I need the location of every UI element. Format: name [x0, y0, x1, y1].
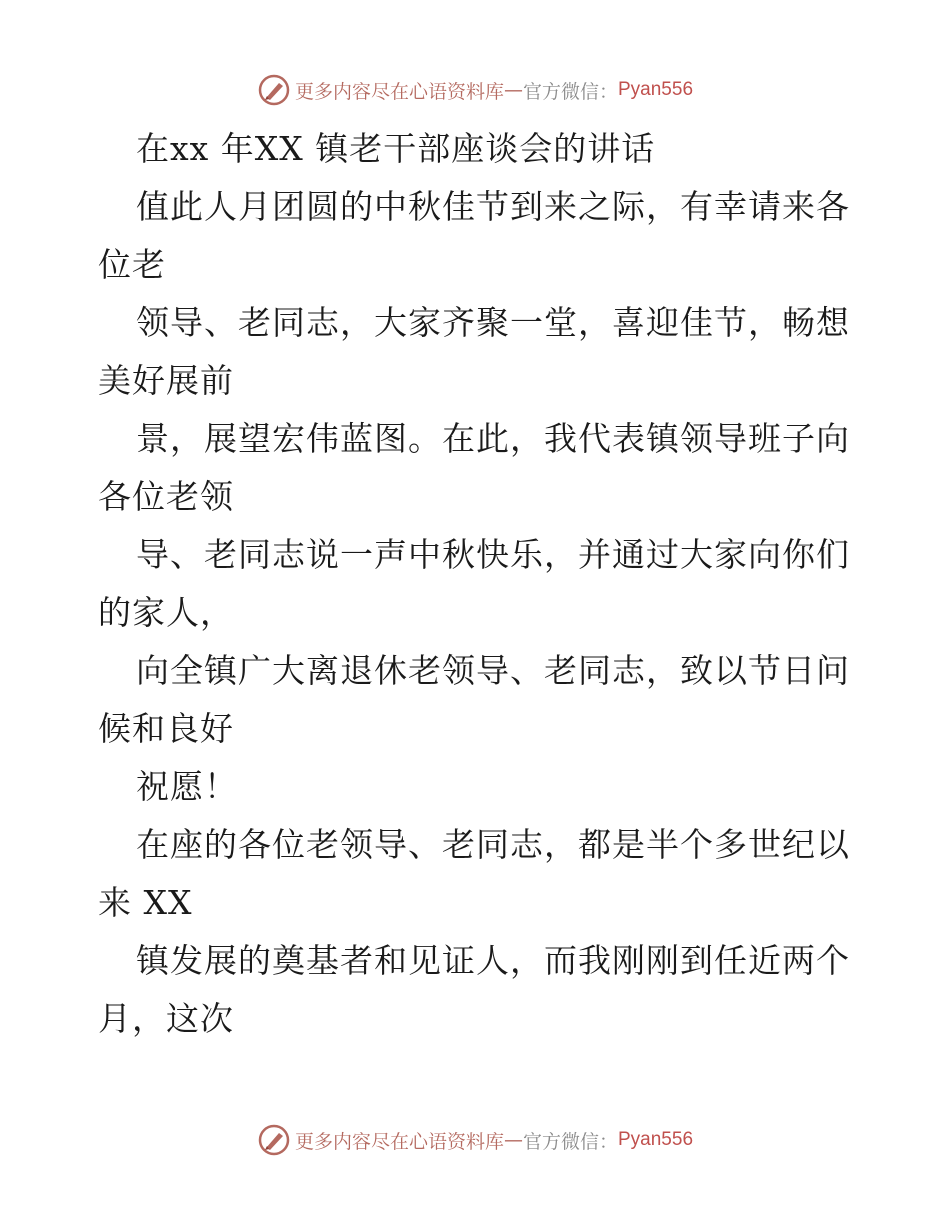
watermark-header [0, 70, 950, 110]
watermark-brand-text: 更多内容尽在心语资料库 [294, 80, 504, 103]
paragraph-line: 的家人， [98, 593, 234, 632]
paragraph-line: 在座的各位老领导、老同志，都是半个多世纪以 [136, 825, 850, 864]
paragraph-line: 向全镇广大离退休老领导、老同志，致以节日问 [136, 651, 850, 690]
pen-logo-icon [257, 73, 291, 107]
pen-logo-icon [257, 1123, 291, 1157]
watermark-dash: — [503, 79, 523, 101]
watermark-dash: — [503, 1129, 523, 1151]
paragraph-line: 月，这次 [98, 999, 234, 1038]
paragraph-line: 位老 [98, 245, 166, 284]
paragraph-line: 导、老同志说一声中秋快乐，并通过大家向你们 [136, 535, 850, 574]
paragraph-line: 来 XX [98, 883, 193, 922]
watermark-wechat-id: Pyan556 [618, 79, 694, 100]
paragraph-line: 候和良好 [98, 709, 234, 748]
watermark-wechat-label: 官方微信： [522, 1130, 618, 1153]
document-body [98, 120, 858, 1048]
watermark-footer [0, 1120, 950, 1160]
document-title: 在xx 年XX 镇老干部座谈会的讲话 [136, 129, 656, 168]
paragraph-line: 景，展望宏伟蓝图。在此，我代表镇领导班子向 [136, 419, 850, 458]
watermark-brand-text: 更多内容尽在心语资料库 [294, 1130, 504, 1153]
paragraph-line: 镇发展的奠基者和见证人，而我刚刚到任近两个 [136, 941, 850, 980]
paragraph-line: 祝愿！ [136, 767, 238, 806]
paragraph-line: 值此人月团圆的中秋佳节到来之际，有幸请来各 [136, 187, 850, 226]
watermark-wechat-label: 官方微信： [522, 80, 618, 103]
paragraph-line: 各位老领 [98, 477, 234, 516]
paragraph-line: 美好展前 [98, 361, 234, 400]
paragraph-line: 领导、老同志，大家齐聚一堂，喜迎佳节，畅想 [136, 303, 850, 342]
watermark-wechat-id: Pyan556 [618, 1129, 694, 1150]
